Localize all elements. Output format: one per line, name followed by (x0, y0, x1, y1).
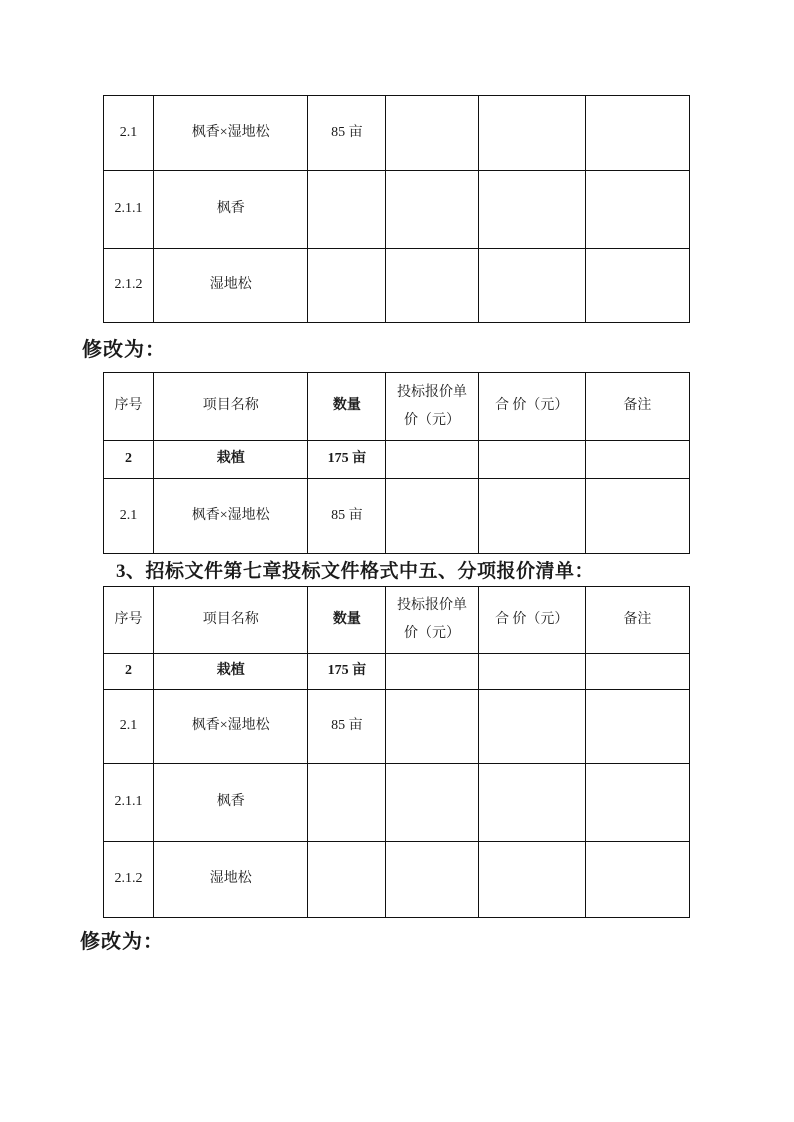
cell-total-price (478, 171, 585, 249)
cell-serial: 2.1.2 (104, 249, 154, 323)
cell-total-price (478, 249, 585, 323)
table-header-row (104, 373, 690, 441)
cell-quantity: 85 亩 (308, 479, 386, 554)
cell-item-name: 枫香×湿地松 (154, 96, 308, 171)
cell-serial: 2 (104, 654, 154, 690)
table-row (104, 249, 690, 323)
cell-remark (585, 479, 689, 554)
header-remark: 备注 (585, 587, 689, 654)
cell-remark (585, 171, 689, 249)
cell-total-price (478, 764, 585, 842)
header-total-price: 合 价（元） (478, 587, 585, 654)
header-unit-price-line1: 投标报价单 (397, 384, 468, 400)
cell-remark (585, 441, 689, 479)
cell-item-name: 枫香 (154, 764, 308, 842)
cell-unit-price (386, 249, 478, 323)
header-unit-price-line2: 价（元） (404, 412, 461, 428)
cell-remark (585, 764, 689, 842)
header-quantity: 数量 (308, 373, 386, 441)
cell-quantity: 85 亩 (308, 96, 386, 171)
cell-serial: 2.1 (104, 479, 154, 554)
cell-unit-price (386, 690, 478, 764)
cell-item-name: 栽植 (154, 441, 308, 479)
cell-item-name: 枫香×湿地松 (154, 479, 308, 554)
cell-total-price (478, 441, 585, 479)
cell-serial: 2.1.1 (104, 171, 154, 249)
cell-serial: 2.1 (104, 96, 154, 171)
cell-unit-price (386, 479, 478, 554)
cell-quantity: 175 亩 (308, 654, 386, 690)
cell-quantity (308, 842, 386, 918)
cell-remark (585, 96, 689, 171)
bid-format-price-table (103, 586, 690, 918)
cell-unit-price (386, 842, 478, 918)
cell-unit-price (386, 96, 478, 171)
cell-quantity (308, 764, 386, 842)
table-row (104, 96, 690, 171)
modify-note: 修改为： (82, 339, 166, 361)
header-serial: 序号 (104, 373, 154, 441)
cell-serial: 2.1.2 (104, 842, 154, 918)
header-remark: 备注 (585, 373, 689, 441)
table-row (104, 479, 690, 554)
cell-serial: 2.1 (104, 690, 154, 764)
cell-total-price (478, 479, 585, 554)
cell-item-name: 栽植 (154, 654, 308, 690)
table-row (104, 441, 690, 479)
header-total-price: 合 价（元） (478, 373, 585, 441)
header-item-name: 项目名称 (154, 373, 308, 441)
cell-remark (585, 690, 689, 764)
cell-serial: 2.1.1 (104, 764, 154, 842)
cell-remark (585, 249, 689, 323)
cell-remark (585, 842, 689, 918)
cell-item-name: 枫香×湿地松 (154, 690, 308, 764)
cell-quantity: 175 亩 (308, 441, 386, 479)
cell-item-name: 湿地松 (154, 842, 308, 918)
cell-quantity (308, 249, 386, 323)
cell-total-price (478, 96, 585, 171)
cell-quantity: 85 亩 (308, 690, 386, 764)
table-row (104, 842, 690, 918)
section-3-heading: 3、招标文件第七章投标文件格式中五、分项报价清单： (116, 561, 595, 582)
revised-price-table (103, 372, 690, 554)
cell-item-name: 湿地松 (154, 249, 308, 323)
cell-unit-price (386, 441, 478, 479)
table-row (104, 690, 690, 764)
cell-quantity (308, 171, 386, 249)
cell-total-price (478, 842, 585, 918)
price-table-continuation (103, 95, 690, 323)
header-unit-price (386, 373, 478, 441)
cell-unit-price (386, 171, 478, 249)
header-item-name: 项目名称 (154, 587, 308, 654)
modify-note: 修改为： (80, 931, 164, 953)
header-unit-price (386, 587, 478, 654)
cell-unit-price (386, 764, 478, 842)
table-header-row (104, 587, 690, 654)
header-unit-price-line1: 投标报价单 (397, 598, 468, 613)
header-quantity: 数量 (308, 587, 386, 654)
table-row (104, 171, 690, 249)
table-row (104, 654, 690, 690)
cell-total-price (478, 690, 585, 764)
cell-item-name: 枫香 (154, 171, 308, 249)
table-row (104, 764, 690, 842)
cell-remark (585, 654, 689, 690)
cell-total-price (478, 654, 585, 690)
header-serial: 序号 (104, 587, 154, 654)
cell-unit-price (386, 654, 478, 690)
header-unit-price-line2: 价（元） (404, 626, 461, 641)
cell-serial: 2 (104, 441, 154, 479)
